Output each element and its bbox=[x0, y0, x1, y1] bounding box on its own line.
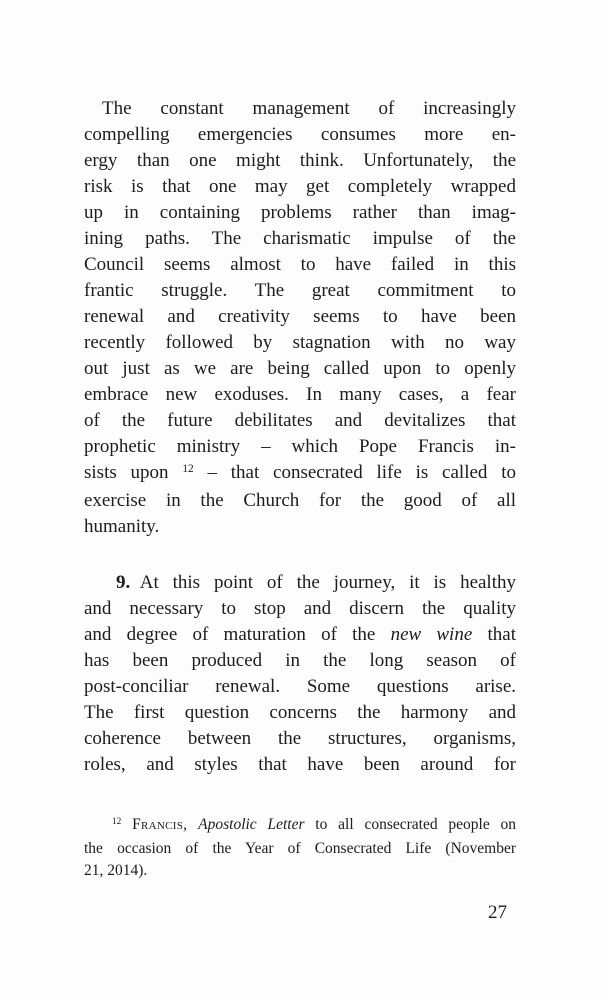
text-line bbox=[84, 96, 516, 122]
text-segment-italic: new wine bbox=[390, 624, 473, 645]
text-segment-sc: Francis, bbox=[132, 816, 188, 833]
text-segment: ergy than one might think. Unfortunately, the bbox=[84, 150, 516, 171]
text-line bbox=[84, 860, 516, 882]
text-line bbox=[84, 226, 516, 252]
text-line bbox=[84, 408, 516, 434]
text-line bbox=[84, 726, 516, 752]
text-line bbox=[84, 434, 516, 460]
page-number: 27 bbox=[488, 902, 507, 923]
text-segment: and necessary to stop and discern the quality bbox=[84, 598, 516, 619]
text-line bbox=[84, 460, 516, 488]
text-segment: humanity. bbox=[84, 516, 160, 537]
text-segment: exercise in the Church for the good of all bbox=[84, 490, 516, 511]
text-line bbox=[84, 622, 516, 648]
text-line bbox=[84, 488, 516, 514]
text-segment: has been produced in the long season of bbox=[84, 650, 516, 671]
text-segment: to all consecrated people on bbox=[304, 816, 517, 833]
text-segment: renewal and creativity seems to have been bbox=[84, 306, 516, 327]
text-line bbox=[84, 174, 516, 200]
text-segment: post-conciliar renewal. Some questions arise. bbox=[84, 676, 516, 697]
text-line bbox=[84, 674, 516, 700]
text-segment: 21, 2014). bbox=[84, 862, 148, 879]
body-text bbox=[84, 96, 516, 778]
text-line bbox=[84, 148, 516, 174]
text-segment: Council seems almost to have failed in this bbox=[84, 254, 516, 275]
text-line bbox=[84, 330, 516, 356]
text-segment-bold: 9. bbox=[116, 572, 131, 593]
text-segment: of the future debilitates and devitalizes that bbox=[84, 410, 516, 431]
text-segment: the occasion of the Year of Consecrated Life (November bbox=[84, 840, 516, 857]
paragraph-2 bbox=[84, 570, 516, 778]
text-segment: – that consecrated life is called to bbox=[193, 462, 516, 483]
text-line bbox=[84, 304, 516, 330]
text-segment: The first question concerns the harmony and bbox=[84, 702, 516, 723]
text-line bbox=[84, 570, 516, 596]
text-segment: coherence between the structures, organisms, bbox=[84, 728, 516, 749]
text-segment: up in containing problems rather than imag- bbox=[84, 202, 516, 223]
text-line bbox=[84, 752, 516, 778]
text-segment: recently followed by stagnation with no way bbox=[84, 332, 516, 353]
text-segment: The constant management of increasingly bbox=[102, 98, 516, 119]
text-segment bbox=[187, 816, 198, 833]
text-line bbox=[84, 838, 516, 860]
text-segment: that bbox=[472, 624, 516, 645]
text-segment: At this point of the journey, it is healthy bbox=[130, 572, 516, 593]
paragraph-1 bbox=[84, 96, 516, 540]
text-line bbox=[84, 278, 516, 304]
text-segment: risk is that one may get completely wrapped bbox=[84, 176, 516, 197]
text-line bbox=[84, 514, 516, 540]
text-segment: out just as we are being called upon to openly bbox=[84, 358, 516, 379]
text-segment: ining paths. The charismatic impulse of the bbox=[84, 228, 516, 249]
text-line bbox=[84, 200, 516, 226]
text-segment: and degree of maturation of the bbox=[84, 624, 391, 645]
text-segment: prophetic ministry – which Pope Francis in- bbox=[84, 436, 516, 457]
text-line bbox=[84, 814, 516, 838]
text-line bbox=[84, 382, 516, 408]
text-segment bbox=[121, 816, 132, 833]
text-line bbox=[84, 252, 516, 278]
footnote bbox=[84, 814, 516, 882]
text-segment: roles, and styles that have been around for bbox=[84, 754, 516, 775]
text-line bbox=[84, 596, 516, 622]
text-segment-italic: Apostolic Letter bbox=[198, 816, 305, 833]
text-segment-sup: 12 bbox=[182, 463, 194, 476]
text-line bbox=[84, 356, 516, 382]
text-line bbox=[84, 122, 516, 148]
text-segment: embrace new exoduses. In many cases, a fear bbox=[84, 384, 516, 405]
text-segment: compelling emergencies consumes more en- bbox=[84, 124, 516, 145]
text-segment: sists upon bbox=[84, 462, 183, 483]
text-line bbox=[84, 700, 516, 726]
text-segment-sup: 12 bbox=[112, 817, 122, 828]
text-segment: frantic struggle. The great commitment to bbox=[84, 280, 516, 301]
text-line bbox=[84, 648, 516, 674]
